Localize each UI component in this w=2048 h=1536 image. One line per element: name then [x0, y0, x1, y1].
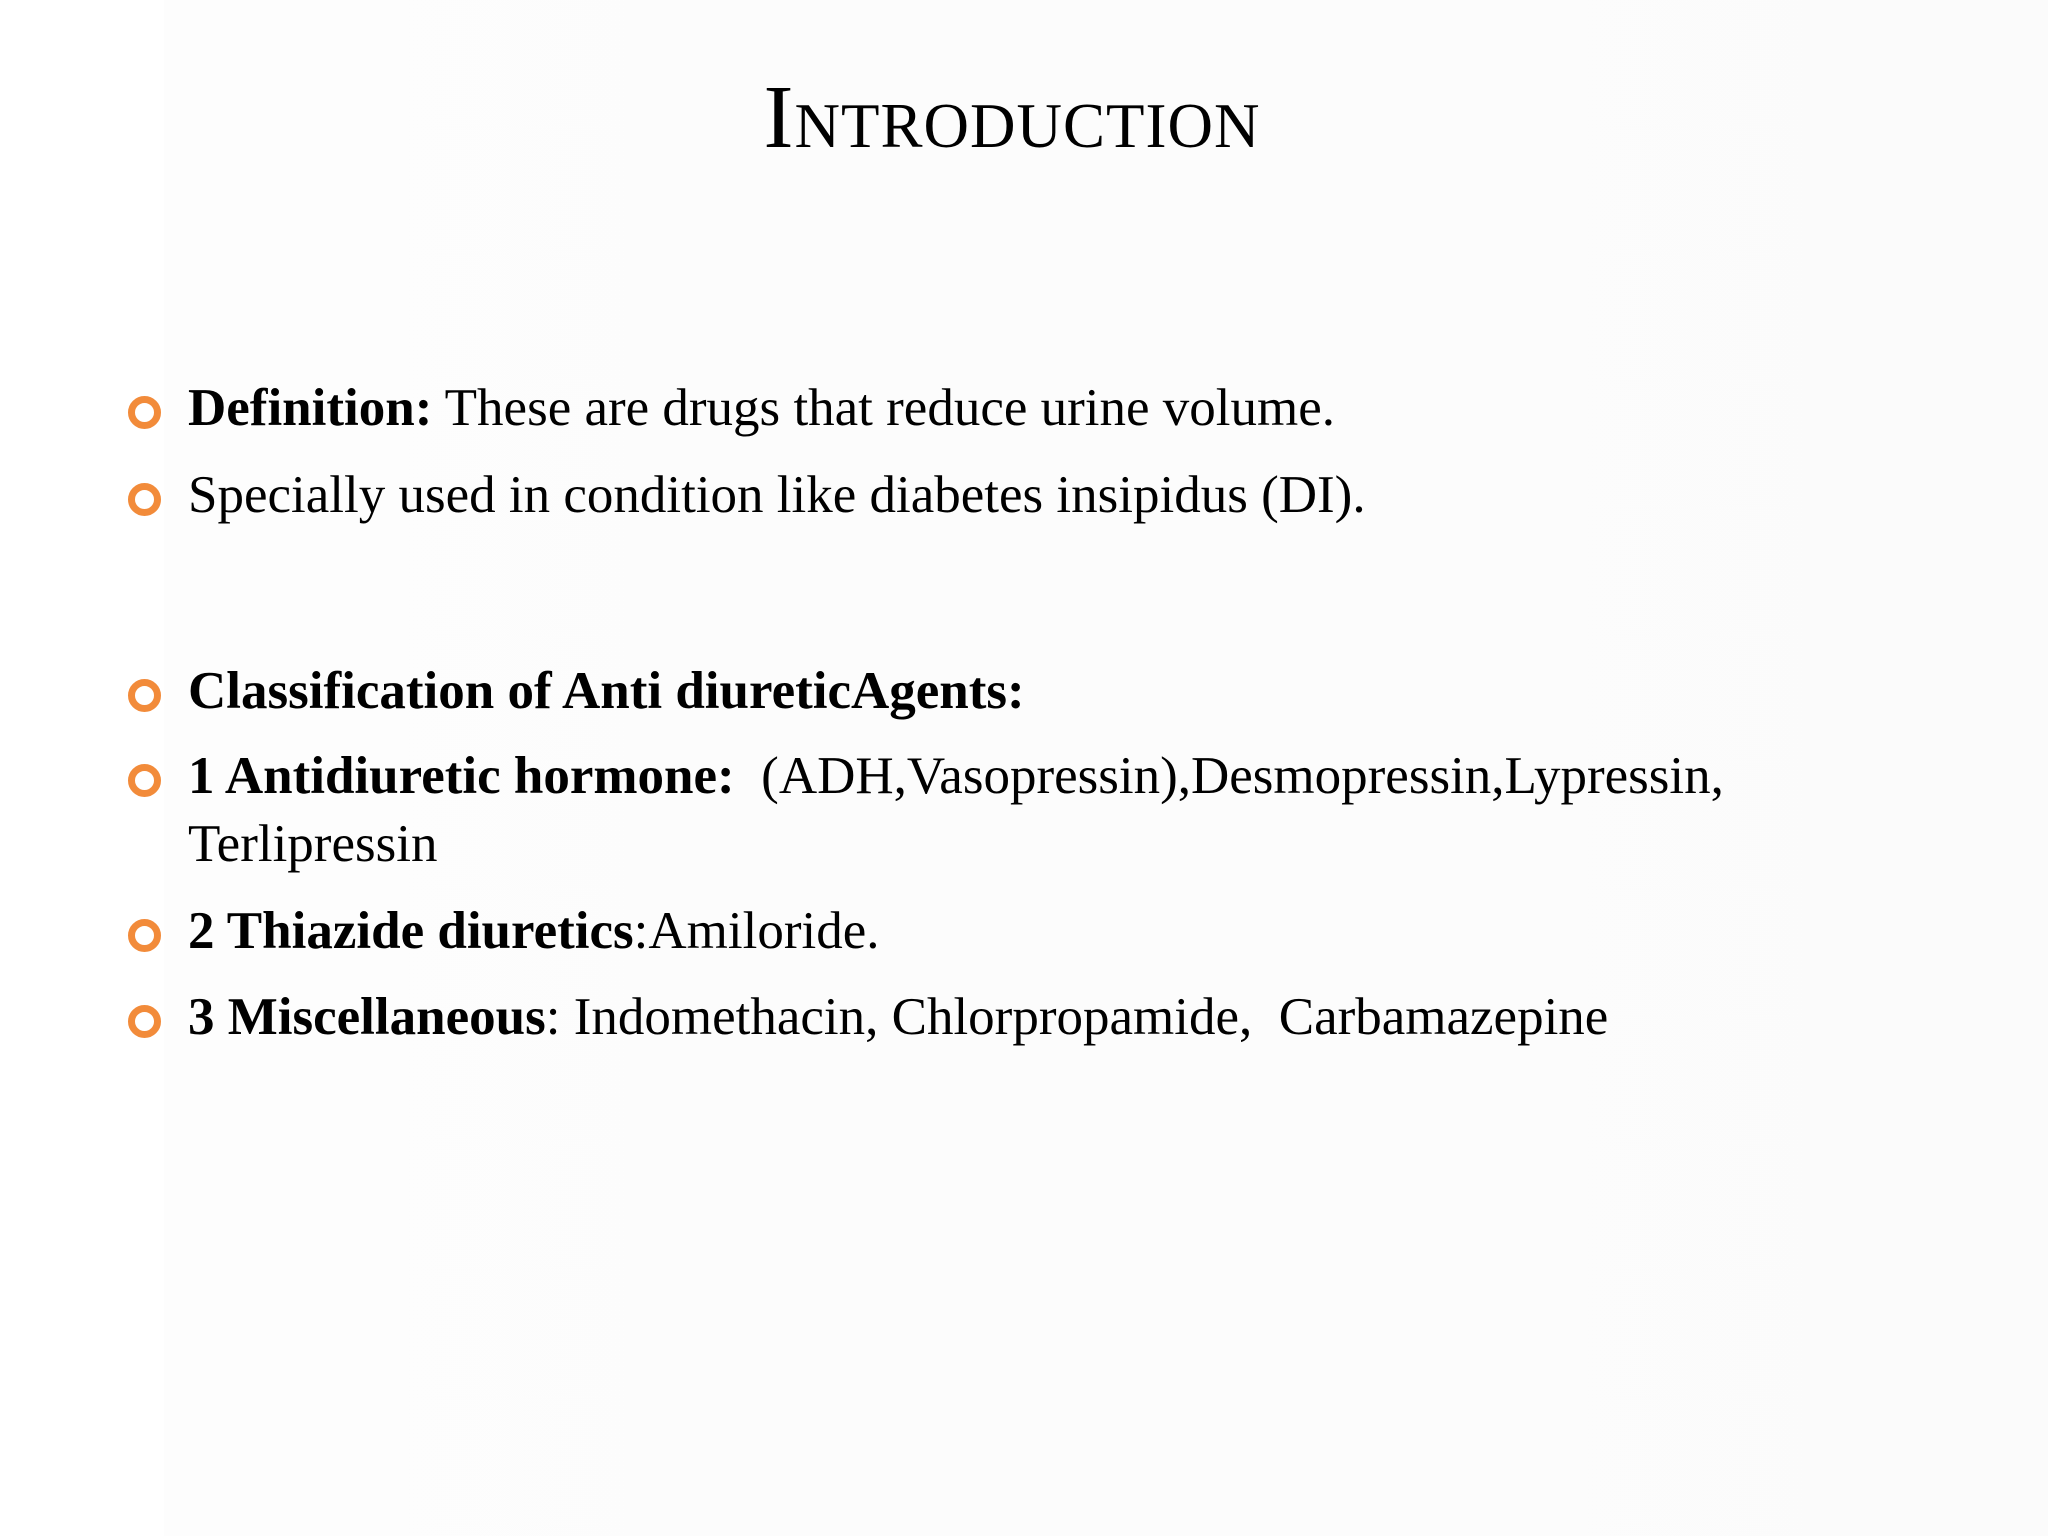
- list-item-thiazide-diuretics: [188, 897, 1888, 965]
- list-item-classification-heading: [188, 657, 1888, 725]
- classification-heading: Classification of Anti diureticAgents:: [188, 662, 1025, 720]
- miscellaneous-text: : Indomethacin, Chlorpropamide, Carbamazepine: [545, 988, 1609, 1046]
- list-item-definition: [188, 374, 1888, 442]
- ring-bullet-icon: [128, 764, 161, 797]
- list-item-antidiuretic-hormone: [188, 742, 1888, 878]
- thiazide-diuretics-label: 2 Thiazide diuretics: [188, 902, 634, 960]
- miscellaneous-label: 3 Miscellaneous: [188, 988, 546, 1046]
- ring-bullet-icon: [128, 396, 161, 429]
- usage-text: Specially used in condition like diabetes insipidus (DI).: [188, 466, 1366, 524]
- ring-bullet-icon: [128, 679, 161, 712]
- thiazide-diuretics-text: :Amiloride.: [633, 902, 880, 960]
- slide-title: Introduction: [763, 68, 1261, 167]
- list-item-miscellaneous: [188, 983, 1888, 1051]
- antidiuretic-hormone-label: 1 Antidiuretic hormone:: [188, 747, 735, 805]
- definition-text: These are drugs that reduce urine volume.: [432, 379, 1336, 437]
- antidiuretic-hormone-text-cont: Terlipressin: [188, 815, 438, 873]
- definition-label: Definition:: [188, 379, 433, 437]
- list-item-usage: [188, 461, 1888, 529]
- antidiuretic-hormone-text: (ADH,Vasopressin),Desmopressin,Lypressin,: [734, 747, 1724, 805]
- ring-bullet-icon: [128, 919, 161, 952]
- ring-bullet-icon: [128, 1005, 161, 1038]
- ring-bullet-icon: [128, 483, 161, 516]
